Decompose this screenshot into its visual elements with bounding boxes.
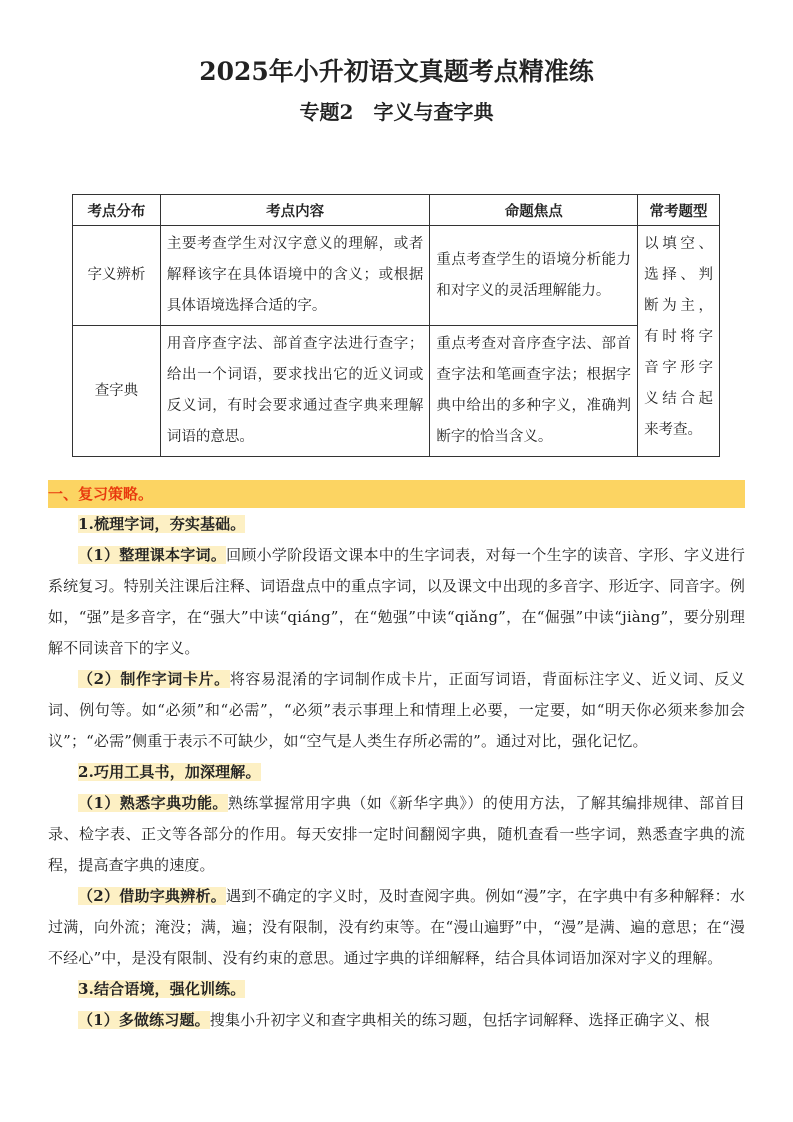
subheading-text: 2.巧用工具书，加深理解。 [78,763,261,781]
paragraph [48,1005,745,1036]
paragraph-label: （1）多做练习题。 [78,1011,210,1029]
paragraph-text: 熟练掌握常用字典（如《新华字典》）的使用方法，了解其编排规律、部首目录、检字表、正文等各部分的作用。每天安排一定时间翻阅字典，随机查看一些字词，熟悉查字典的流程，提高查字典的速度。 [48,794,745,874]
paragraph-label: （1）整理课本字词。 [78,546,227,564]
table-header: 考点分布 [73,195,161,226]
exam-points-table [72,194,720,457]
subheading-text: 1.梳理字词，夯实基础。 [78,515,246,533]
paragraph-text: 回顾小学阶段语文课本中的生字词表，对每一个生字的读音、字形、字义进行系统复习。特别关注课后注释、词语盘点中的重点字词，以及课文中出现的多音字、形近字、同音字。例如，“强”是多音字，在“强大”中读“qiáng”，在“勉强”中读“qiǎng”，在“倔强”中读“jiàng”，要分别理解不同读音下的字义。 [48,546,745,657]
paragraph-text: 遇到不确定的字义时，及时查阅字典。例如“漫”字，在字典中有多种解释：水过满，向外流；淹没；满，遍；没有限制，没有约束等。在“漫山遍野”中，“漫”是满、遍的意思；在“漫不经心”中，是没有限制、没有约束的意思。通过字典的详细解释，结合具体词语加深对字义的理解。 [48,887,745,967]
paragraph-text: 将容易混淆的字词制作成卡片，正面写词语，背面标注字义、近义词、反义词、例句等。如“必须”和“必需”，“必须”表示事理上和情理上必要，一定要，如“明天你必须来参加会议”；“必需”侧重于表示不可缺少，如“空气是人类生存所必需的”。通过对比，强化记忆。 [48,670,745,750]
page-subtitle: 专题2 字义与查字典 [299,100,494,124]
paragraph [48,788,745,881]
section-heading: 一、复习策略。 [48,480,745,508]
subheading-text: 3.结合语境，强化训练。 [78,980,246,998]
table-cell-content: 用音序查字法、部首查字法进行查字；给出一个词语，要求找出它的近义词或反义词，有时会要求通过查字典来理解词语的意思。 [160,326,430,457]
paragraph [48,881,745,974]
table-cell-topic: 查字典 [73,326,161,457]
table-header: 命题焦点 [430,195,638,226]
subheading [48,974,745,1005]
subheading [48,509,745,540]
table-row [73,226,720,326]
table-cell-content: 主要考查学生对汉字意义的理解，或者解释该字在具体语境中的含义；或根据具体语境选择合适的字。 [160,226,430,326]
paragraph [48,664,745,757]
paragraph [48,540,745,664]
section-content [48,509,745,1036]
table-header-row [73,195,720,226]
table-cell-focus: 重点考查学生的语境分析能力和对字义的灵活理解能力。 [430,226,638,326]
table-cell-focus: 重点考查对音序查字法、部首查字法和笔画查字法；根据字典中给出的多种字义，准确判断字的恰当含义。 [430,326,638,457]
paragraph-label: （1）熟悉字典功能。 [78,794,228,812]
subheading [48,757,745,788]
table-header: 常考题型 [638,195,720,226]
paragraph-label: （2）借助字典辨析。 [78,887,226,905]
paragraph-text: 搜集小升初字义和查字典相关的练习题，包括字词解释、选择正确字义、根 [209,1011,710,1029]
table-header: 考点内容 [160,195,430,226]
table-cell-types: 以填空、选择、判断为主，有时将字音字形字义结合起来考查。 [638,226,720,457]
table-row [73,326,720,457]
paragraph-label: （2）制作字词卡片。 [78,670,230,688]
table-cell-topic: 字义辨析 [73,226,161,326]
page-title: 2025年小升初语文真题考点精准练 [199,57,594,86]
